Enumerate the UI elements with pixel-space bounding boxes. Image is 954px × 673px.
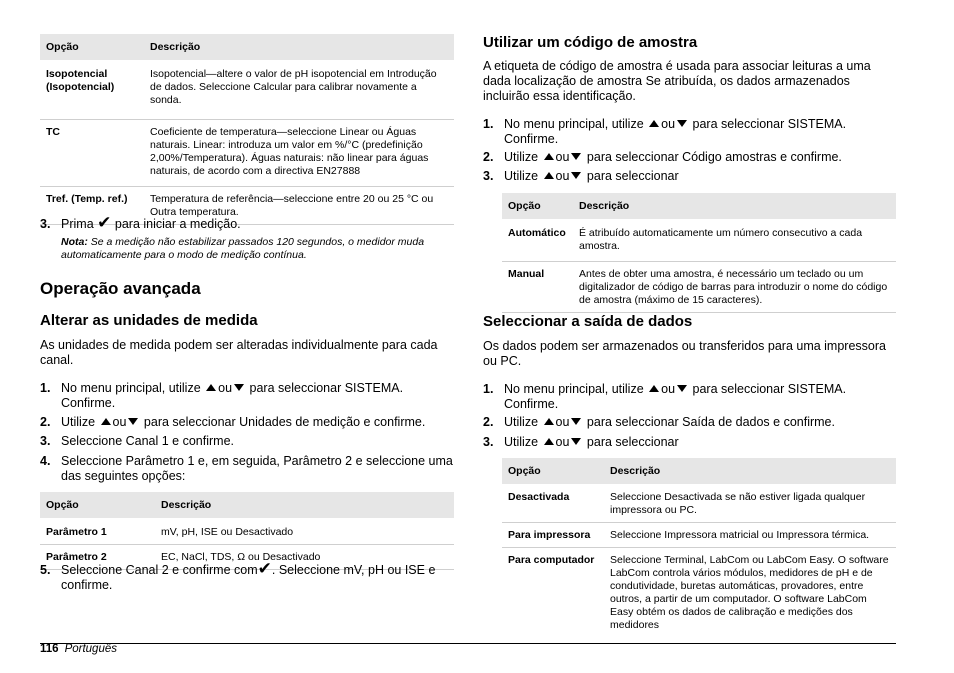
table-row: Para computador Seleccione Terminal, LabCom ou LabCom Easy. O software LabCom controla vários módulos, medidores de pH e de condutividade, buretas automáticas, provadores, entre outros, a partir de um computador. O software LabCom Easy obtém os dados de calibração e medições dos medidores <box>508 554 889 631</box>
table-header: Opção <box>502 458 604 484</box>
step-item: 1. No menu principal, utilize ou para seleccionar SISTEMA. Confirme. <box>483 382 847 411</box>
subsection-title: Alterar as unidades de medida <box>40 312 258 329</box>
intro-paragraph: Os dados podem ser armazenados ou transferidos para uma impressora ou PC. <box>483 339 886 368</box>
table-row: Para impressora Seleccione Impressora matricial ou Impressora térmica. <box>502 523 896 548</box>
subsection-title: Seleccionar a saída de dados <box>483 313 693 330</box>
table-header-row <box>40 34 454 60</box>
footer-language: Português <box>64 643 117 655</box>
intro-paragraph: As unidades de medida podem ser alteradas individualmente para cada canal. <box>40 338 438 367</box>
up-arrow-icon <box>544 418 554 425</box>
up-arrow-icon <box>206 384 216 391</box>
table-header: Opção <box>40 492 155 518</box>
isopotential-options-table <box>40 34 454 225</box>
up-arrow-icon <box>544 172 554 179</box>
up-arrow-icon <box>544 153 554 160</box>
note: Nota: Se a medição não estabilizar passados 120 segundos, o medidor muda automaticamente para o modo de medição contínua. <box>61 236 425 261</box>
table-row: Isopotencial (Isopotencial) Isopotencial—altere o valor de pH isopotencial em Introdução de dados. Seleccione Calcular para calibrar novamente a sonda. <box>40 60 454 120</box>
data-output-options-table <box>502 458 896 637</box>
step-item: 2. Utilize ou para seleccionar Código amostras e confirme. <box>483 150 842 164</box>
checkmark-icon: ✔ <box>257 559 272 578</box>
step-item: 2. Utilize ou para seleccionar Saída de dados e confirme. <box>483 415 835 429</box>
table-header-row <box>502 193 896 219</box>
table-row: Tref. (Temp. ref.) Temperatura de referência—seleccione entre 20 ou 25 °C ou Outra temperatura. <box>40 187 454 225</box>
down-arrow-icon <box>571 153 581 160</box>
table-row: Parâmetro 1 mV, pH, ISE ou Desactivado <box>40 518 454 545</box>
down-arrow-icon <box>677 120 687 127</box>
table-header: Descrição <box>144 34 454 60</box>
up-arrow-icon <box>101 418 111 425</box>
step-item: 1. No menu principal, utilize ou para seleccionar SISTEMA. Confirme. <box>40 381 404 410</box>
page-footer <box>40 643 117 655</box>
table-header-row <box>40 492 454 518</box>
table-header: Descrição <box>573 193 896 219</box>
step-item: 3. Utilize ou para seleccionar <box>483 435 679 449</box>
parameter-options-table <box>40 492 454 570</box>
table-row: Parâmetro 2 EC, NaCl, TDS, Ω ou Desactivado <box>40 545 454 570</box>
table-row: Automático É atribuído automaticamente um número consecutivo a cada amostra. <box>502 219 896 262</box>
section-title: Operação avançada <box>40 279 201 298</box>
table-header: Descrição <box>155 492 454 518</box>
intro-paragraph: A etiqueta de código de amostra é usada para associar leituras a uma dada localização de amostra Se atribuída, os dados armazenados incluirão essa identificação. <box>483 59 871 103</box>
down-arrow-icon <box>234 384 244 391</box>
down-arrow-icon <box>571 418 581 425</box>
step-item: 5. Seleccione Canal 2 e confirme com✔. Seleccione mV, pH ou ISE e confirme. <box>40 559 436 592</box>
down-arrow-icon <box>571 438 581 445</box>
table-header: Opção <box>40 34 144 60</box>
up-arrow-icon <box>544 438 554 445</box>
step-3-start-measurement: 3. Prima ✔ para iniciar a medição. <box>40 213 241 232</box>
subsection-title: Utilizar um código de amostra <box>483 34 698 51</box>
down-arrow-icon <box>128 418 138 425</box>
step-item: 1. No menu principal, utilize ou para seleccionar SISTEMA. Confirme. <box>483 117 847 146</box>
page-number: 116 <box>40 643 59 655</box>
down-arrow-icon <box>677 385 687 392</box>
step-item: 3. Seleccione Canal 1 e confirme. <box>40 434 235 448</box>
table-row: TC Coeficiente de temperatura—seleccione Linear ou Águas naturais. Linear: introduza um valor em %/°C (predefinição 2,00%/Temperatura). Águas naturais: não linear para águas naturais, de acordo com a directiva EN27888 <box>40 120 454 187</box>
table-header-row <box>502 458 896 484</box>
table-row: Desactivada Seleccione Desactivada se não estiver ligada qualquer impressora ou PC. <box>502 484 896 523</box>
up-arrow-icon <box>649 120 659 127</box>
down-arrow-icon <box>571 172 581 179</box>
step-item: 3. Utilize ou para seleccionar <box>483 169 679 183</box>
table-header: Opção <box>502 193 573 219</box>
step-item: 2. Utilize ou para seleccionar Unidades de medição e confirme. <box>40 415 426 429</box>
table-header: Descrição <box>604 458 896 484</box>
step-item: 4. Seleccione Parâmetro 1 e, em seguida, Parâmetro 2 e seleccione uma das seguintes opções: <box>40 454 453 483</box>
table-row: Manual Antes de obter uma amostra, é necessário um teclado ou um digitalizador de código de barras para introduzir o nome do código de amostra (máximo de 15 caracteres). <box>502 262 896 313</box>
sample-code-options-table <box>502 193 896 313</box>
footer-divider <box>40 643 896 644</box>
checkmark-icon: ✔ <box>97 213 112 232</box>
up-arrow-icon <box>649 385 659 392</box>
